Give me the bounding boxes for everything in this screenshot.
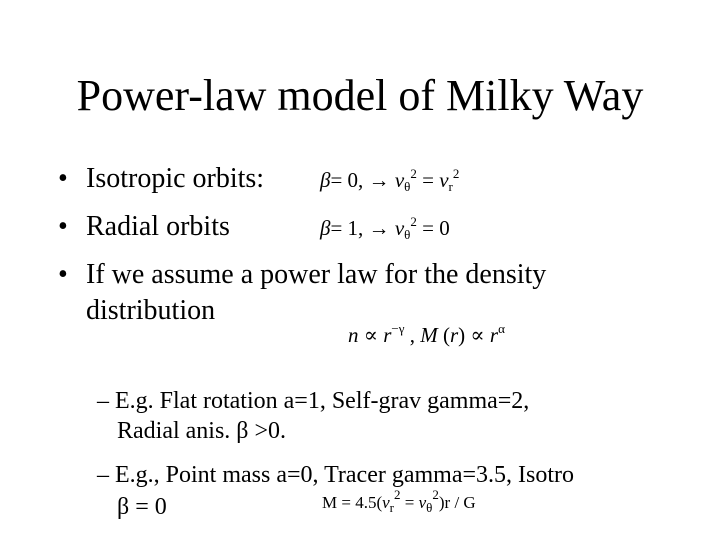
bullet-marker: • [58, 259, 68, 290]
subbullet-flat-rotation [97, 386, 529, 416]
bullet-text: If we assume a power law for the density [86, 259, 547, 290]
subbullet-marker: – [97, 388, 109, 414]
equation-radial: β= 1, → $v_\theta^2 = 0$ [320, 214, 450, 242]
equation-isotropic: β= 0, → $v_\theta^2 = v_r^2$ [320, 166, 460, 194]
subbullet-text: E.g. Flat rotation a=1, Self-grav gamma=2, [115, 388, 530, 414]
subbullet-text: E.g., Point mass a=0, Tracer gamma=3.5, Isotro [115, 462, 575, 488]
subbullet-marker: – [97, 462, 109, 488]
bullet-power-law-assumption [58, 258, 546, 292]
equation-power-law: $n \propto r^{-\gamma}$ , M $(r) \propto r^\alpha$ [348, 321, 505, 347]
slide-title: Power-law model of Milky Way [76, 71, 644, 120]
bullet-text: Isotropic orbits: [86, 163, 265, 194]
bullet-continuation: distribution [86, 295, 216, 326]
subbullet-point-mass-continuation: β = 0 [117, 494, 167, 520]
bullet-marker: • [58, 211, 68, 242]
bullet-radial-orbits [58, 210, 230, 244]
bullet-marker: • [58, 163, 68, 194]
equation-mass: $M = 4.5(v_r^2 = v_\theta^2)r / G$ [322, 487, 476, 515]
bullet-text: Radial orbits [86, 211, 230, 242]
subbullet-point-mass [97, 460, 574, 490]
subbullet-flat-rotation-continuation: Radial anis. β >0. [117, 418, 287, 444]
bullet-isotropic-orbits [58, 162, 264, 196]
